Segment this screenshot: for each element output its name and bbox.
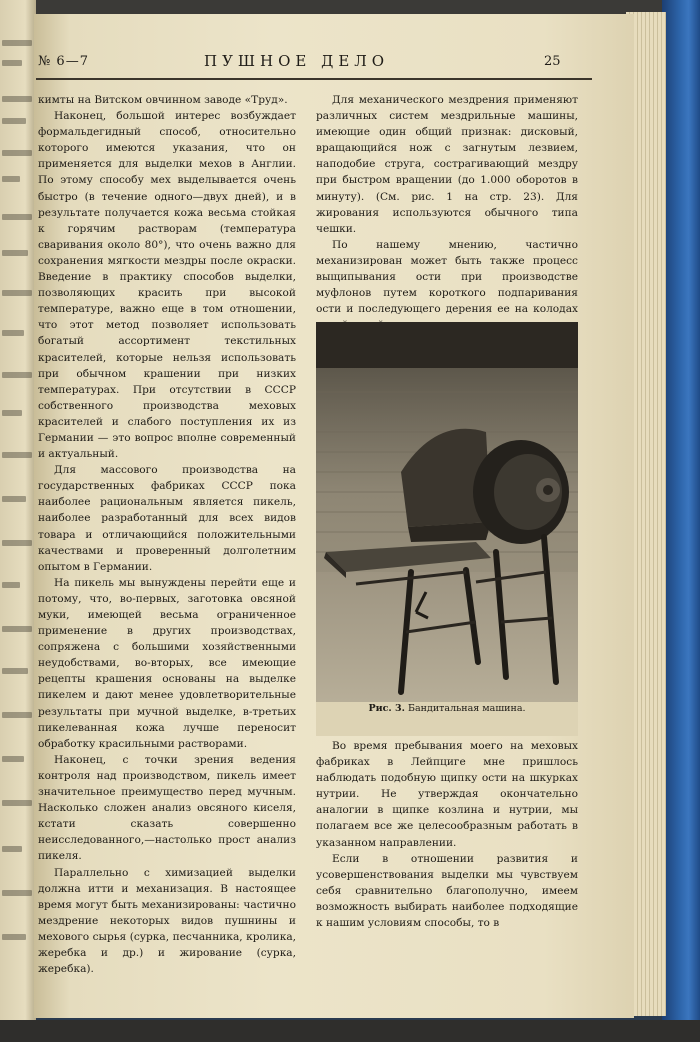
figure-label: Рис. 3. [368, 703, 405, 714]
paragraph: кимты на Витском овчинном заводе «Труд». [38, 94, 288, 106]
figure-caption [316, 702, 578, 736]
page-number: 25 [544, 54, 561, 69]
issue-number: № 6—7 [38, 54, 89, 69]
bottom-backdrop [0, 1020, 700, 1042]
figure-caption-text: Бандитальная машина. [408, 703, 526, 714]
paragraph: По нашему мнению, частично механизирован может быть также процесс выщипывания ости при производстве муфлонов путем короткого подпаривания ости и последующего дерения ее на колодах [316, 238, 578, 316]
previous-page-strip [0, 0, 36, 1030]
journal-title: ПУШНОЕ ДЕЛО [204, 52, 390, 70]
paragraph: Наконец, большой интерес возбуждает формальдегидный способ, относительно которого имеются указания, что он применяется для выделки мехов в Англии. По этому способу мех выделывается очень быстро (в течение одного—двух дней), и в результате получается кожа весьма стойкая к горячим растворам (температура сваривания около 80°), что очень важно для сохранения мягкости мездры после окраски. Введение в практику способов выделки, позволяющих красить при высокой температуре, важно еще в том отношении, что этот метод позволяет использовать богатый ассортимент текстильных красителей, которые нельзя использовать при обычном крашении при низких температурах. При отсутствии в СССР собственного производства меховых красителей и слабого поступления их из Германии — это вопрос вполне современный и актуальный. [38, 110, 296, 461]
paragraph: Параллельно с химизацией выделки должна итти и механизация. В настоящее время могут быть механизированы: частично мездрение некоторых видов пушнины и мехового сырья (сурка, песчанника, кролика, жеребка и др.) и жирование (сурка, жеребка). [38, 866, 296, 976]
running-head [38, 54, 593, 76]
book-binding-edge [662, 0, 700, 1042]
paragraph: Наконец, с точки зрения ведения контроля над производством, пикель имеет значительное преимущество перед мучным. Насколько сложен анализ овсяного киселя, кстати сказать совершенно неисследованного,—настолько прост анализ пикеля. [38, 753, 296, 863]
machine-photo [316, 322, 578, 702]
journal-page [34, 14, 634, 1018]
paragraph: Во время пребывания моего на меховых фабриках в Лейпциге мне пришлось наблюдать подобную щипку ости на шкурках нутрии. Не утверждая окончательно аналогии в щипке козлина и нутрии, мы полагаем все же целесообразным работать в указанном направлении. [316, 740, 578, 849]
paragraph: Если в отношении развития и усовершенствования выделки мы чувствуем себя сравнительно благополучно, имеем возможность выбирать наиболее подходящие к нашим условиям способы, то в [316, 852, 578, 930]
left-text-column [38, 92, 296, 977]
paragraph: На пикель мы вынуждены перейти еще и потому, что, во-первых, заготовка овсяной муки, имеющей весьма ограниченное применение в других производствах, сопряжена с большими хозяйственными неудобствами, во-вторых, все имеющие рецепты крашения основаны на выделке пикелем и дают менее удовлетворительные результаты при мучной выделке, в-третьих пикелеванная кожа лучше переносит обработку красильными растворами. [38, 576, 296, 750]
right-text-column-bottom [316, 738, 578, 931]
figure [316, 322, 578, 720]
paragraph: Для массового производства на государственных фабриках СССР пока наиболее рациональным является пикель, наиболее разработанный для всех видов товара и отличающийся положительными качествами и проверенный долголетним опытом в Германии. [38, 464, 296, 573]
paragraph: Для механического мездрения применяют различных систем мездрильные машины, имеющие один общий признак: дисковый, вращающийся нож с загнутым лезвием, наподобие струга, сострагивающий мездру при быстром вращении (до 1.000 оборотов в минуту). (См. рис. 1 на стр. 23). Для жирования используются обычного типа чешки. [316, 94, 578, 235]
header-rule [36, 78, 592, 80]
right-text-column-top [316, 92, 578, 333]
